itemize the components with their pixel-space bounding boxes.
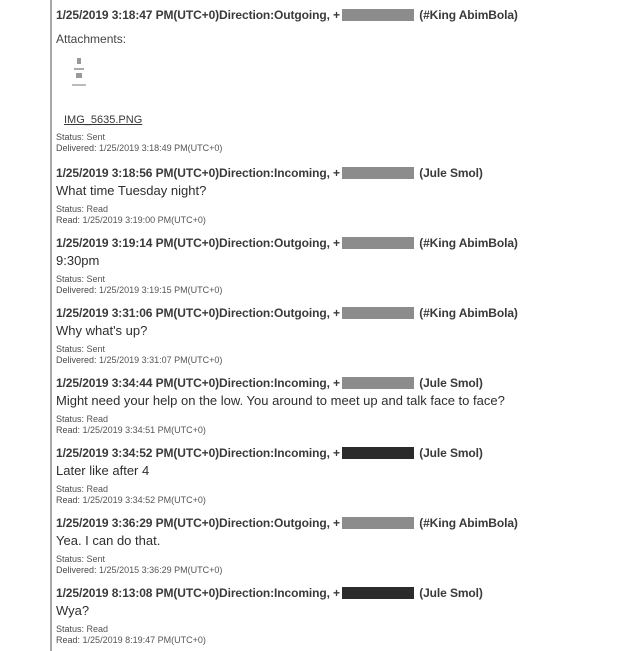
redacted-phone-number	[342, 447, 414, 459]
message-header	[56, 446, 624, 460]
contact-name: (Jule Smol)	[419, 376, 483, 390]
time-value: 1/25/2019 3:34:52 PM(UTC+0)	[82, 495, 206, 505]
status-label: Status:	[56, 624, 85, 634]
contact-name: (#King AbimBola)	[419, 236, 518, 250]
time-value: 1/25/2019 8:19:47 PM(UTC+0)	[82, 635, 206, 645]
message-timestamp-direction: 1/25/2019 3:36:29 PM(UTC+0)Direction:Outgoing, +	[56, 516, 340, 530]
message-header	[56, 166, 624, 180]
contact-name: (Jule Smol)	[419, 446, 483, 460]
contact-name: (#King AbimBola)	[419, 516, 518, 530]
message-timestamp-direction: 1/25/2019 3:18:56 PM(UTC+0)Direction:Incoming, +	[56, 166, 340, 180]
message-read-time	[56, 215, 624, 226]
message-header	[56, 306, 624, 320]
message-status	[56, 624, 624, 635]
redacted-phone-number	[342, 237, 414, 249]
message-status	[56, 554, 624, 565]
message-header	[56, 8, 624, 22]
redacted-phone-number	[342, 307, 414, 319]
status-label: Status:	[56, 204, 85, 214]
status-label: Status:	[56, 344, 85, 354]
message-status	[56, 344, 624, 355]
message-status	[56, 274, 624, 285]
message-timestamp-direction: 1/25/2019 3:34:44 PM(UTC+0)Direction:Incoming, +	[56, 376, 340, 390]
message-entry	[56, 376, 624, 436]
attachment-filename[interactable]: IMG_5635.PNG	[64, 114, 143, 126]
time-value: 1/25/2019 3:19:00 PM(UTC+0)	[82, 215, 206, 225]
status-value: Read	[86, 624, 109, 634]
status-label: Status:	[56, 274, 85, 284]
status-label: Status:	[56, 554, 85, 564]
redacted-phone-number	[342, 517, 414, 529]
message-delivery-time	[56, 285, 624, 296]
message-entry	[56, 306, 624, 366]
message-read-time	[56, 425, 624, 436]
message-timestamp-direction: 1/25/2019 3:18:47 PM(UTC+0)Direction:Outgoing, +	[56, 8, 340, 22]
time-value: 1/25/2019 3:34:51 PM(UTC+0)	[82, 425, 206, 435]
message-entry	[56, 166, 624, 226]
status-label: Status:	[56, 414, 85, 424]
status-value: Read	[86, 204, 109, 214]
message-body: Why what's up?	[56, 323, 148, 338]
message-entry	[56, 8, 624, 154]
message-header	[56, 586, 624, 600]
message-entry	[56, 446, 624, 506]
message-body: Yea. I can do that.	[56, 533, 161, 548]
message-delivery-time	[56, 355, 624, 366]
contact-name: (Jule Smol)	[419, 166, 483, 180]
message-status	[56, 484, 624, 495]
status-value: Sent	[86, 554, 106, 564]
time-label: Read:	[56, 495, 81, 505]
redacted-phone-number	[342, 377, 414, 389]
page-margin-rule	[50, 0, 52, 651]
status-value: Sent	[86, 344, 106, 354]
contact-name: (Jule Smol)	[419, 586, 483, 600]
contact-name: (#King AbimBola)	[419, 8, 518, 22]
message-body: Later like after 4	[56, 463, 150, 478]
time-label: Read:	[56, 635, 81, 645]
status-value: Sent	[86, 132, 106, 142]
attachment-thumbnail[interactable]	[66, 54, 92, 96]
message-entry	[56, 586, 624, 646]
message-timestamp-direction: 1/25/2019 8:13:08 PM(UTC+0)Direction:Incoming, +	[56, 586, 340, 600]
message-header	[56, 236, 624, 250]
status-label: Status:	[56, 132, 85, 142]
time-value: 1/25/2019 3:19:15 PM(UTC+0)	[99, 285, 223, 295]
time-value: 1/25/2015 3:36:29 PM(UTC+0)	[99, 565, 223, 575]
time-label: Read:	[56, 215, 81, 225]
message-entry	[56, 236, 624, 296]
message-entry	[56, 516, 624, 576]
message-status	[56, 132, 624, 143]
message-body: What time Tuesday night?	[56, 183, 207, 198]
time-value: 1/25/2019 3:31:07 PM(UTC+0)	[99, 355, 223, 365]
status-value: Sent	[86, 274, 106, 284]
time-label: Delivered:	[56, 285, 97, 295]
status-label: Status:	[56, 484, 85, 494]
message-header	[56, 376, 624, 390]
message-read-time	[56, 495, 624, 506]
message-body: 9:30pm	[56, 253, 100, 268]
time-value: 1/25/2019 3:18:49 PM(UTC+0)	[99, 143, 223, 153]
redacted-phone-number	[342, 167, 414, 179]
message-delivery-time	[56, 143, 624, 154]
message-timestamp-direction: 1/25/2019 3:19:14 PM(UTC+0)Direction:Outgoing, +	[56, 236, 340, 250]
attachments-label: Attachments:	[56, 32, 127, 46]
message-read-time	[56, 635, 624, 646]
message-status	[56, 414, 624, 425]
message-status	[56, 204, 624, 215]
time-label: Read:	[56, 425, 81, 435]
message-body: Wya?	[56, 603, 90, 618]
time-label: Delivered:	[56, 565, 97, 575]
time-label: Delivered:	[56, 355, 97, 365]
status-value: Read	[86, 484, 109, 494]
status-value: Read	[86, 414, 109, 424]
message-timestamp-direction: 1/25/2019 3:31:06 PM(UTC+0)Direction:Outgoing, +	[56, 306, 340, 320]
time-label: Delivered:	[56, 143, 97, 153]
redacted-phone-number	[342, 9, 414, 21]
message-timestamp-direction: 1/25/2019 3:34:52 PM(UTC+0)Direction:Incoming, +	[56, 446, 340, 460]
redacted-phone-number	[342, 587, 414, 599]
message-delivery-time	[56, 565, 624, 576]
message-header	[56, 516, 624, 530]
message-body: Might need your help on the low. You around to meet up and talk face to face?	[56, 393, 505, 408]
contact-name: (#King AbimBola)	[419, 306, 518, 320]
